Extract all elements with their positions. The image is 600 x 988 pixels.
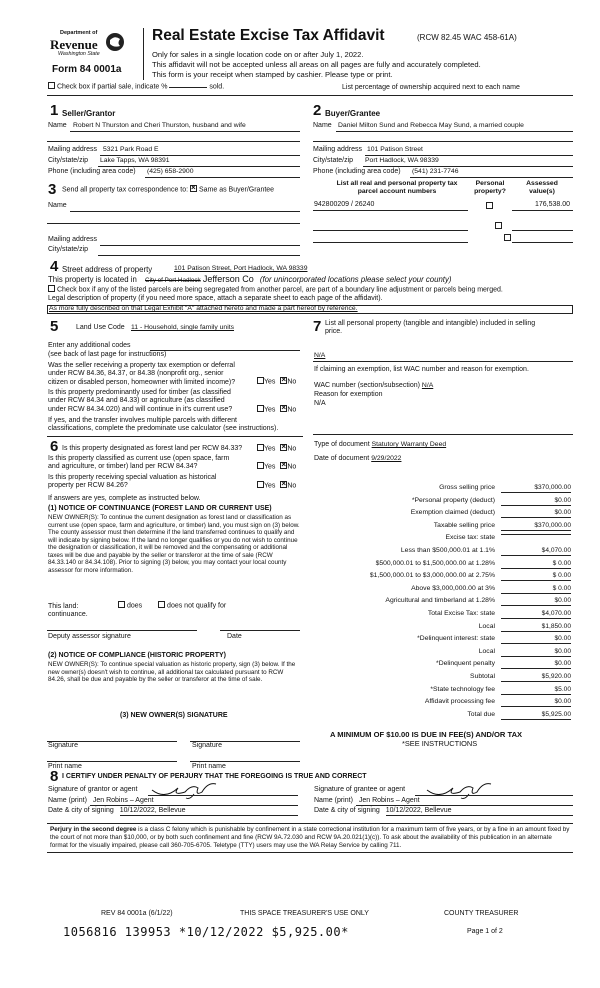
fee-label: *Delinquent interest: state — [417, 635, 495, 643]
s7-text: List all personal property (tangible and intangible) included in selling price. — [325, 320, 536, 336]
agency-line3: Washington State — [58, 51, 100, 57]
fee-row — [318, 497, 573, 509]
parcel-header — [327, 180, 467, 196]
s5-q1: Was the seller receiving a property tax exemption or deferral under RCW 84.36, 84.37, or 84.38 (nonprofit org., senior citizen or disabled person, homeowner with limited income)? — [48, 362, 236, 386]
s6-q3-yes-checkbox[interactable] — [257, 481, 264, 488]
fee-value[interactable]: $5.00 — [501, 686, 571, 695]
fee-row — [318, 522, 573, 534]
fee-label: Subtotal — [470, 673, 495, 680]
correspondence-row — [62, 186, 274, 195]
grantor-sig-label: Signature of grantor or agent — [48, 786, 138, 793]
s5-q2-answers: Yes × No — [257, 406, 296, 415]
same-as-buyer-checkbox[interactable] — [190, 185, 197, 192]
partial-sale-checkbox[interactable] — [48, 82, 55, 89]
fee-label: Exemption claimed (deduct) — [410, 509, 495, 517]
seller-city-label: City/state/zip — [48, 157, 89, 164]
fee-label: Excise tax: state — [445, 534, 495, 542]
buyer-city[interactable]: Port Hadlock, WA 98339 — [365, 157, 439, 164]
exemption-text: If claiming an exemption, list WAC number and reason for exemption. — [314, 366, 529, 373]
owner-sig-label-1: Signature — [48, 742, 78, 749]
legal-value[interactable]: As more fully described on that Legal Exhibit "A" attached hereto and made a part hereof by reference. — [49, 305, 358, 312]
doc-type-value[interactable]: Statutory Warranty Deed — [371, 441, 447, 448]
perjury-box — [47, 823, 573, 853]
county-treasurer: COUNTY TREASURER — [444, 910, 519, 917]
unincorporated-note: (for unincorporated locations please select your county) — [259, 275, 452, 284]
fee-row — [318, 635, 573, 647]
grantor-signature — [150, 778, 230, 800]
fee-label: Total due — [467, 710, 495, 718]
buyer-name-label: Name — [313, 122, 332, 129]
wa-state-icon — [104, 32, 126, 52]
notice-line2: This affidavit will not be accepted unless all areas on all pages are fully and accurately completed. — [152, 60, 481, 69]
form-rcw: (RCW 82.45 WAC 458-61A) — [417, 33, 517, 42]
land-use-label: Land Use Code — [76, 324, 125, 331]
fee-label: Affidavit processing fee — [424, 698, 495, 706]
parcel-assessed-value[interactable]: 176,538.00 — [534, 201, 570, 208]
fee-value[interactable]: $4,070.00 — [501, 547, 571, 556]
minimum-line2: *SEE INSTRUCTIONS — [402, 739, 478, 748]
rev-number: REV 84 0001a (6/1/22) — [101, 910, 173, 917]
partial-sale-label: Check box if partial sale, indicate % — [56, 83, 168, 91]
county-value[interactable]: Jefferson Co — [202, 274, 254, 284]
fee-value[interactable]: $370,000.00 — [501, 484, 571, 493]
section2-number: 2 — [313, 102, 322, 119]
fee-label: Total Excise Tax: state — [427, 610, 495, 617]
fee-row — [318, 560, 573, 572]
agency-line2: Revenue — [50, 37, 98, 52]
s5-q1-no-checkbox[interactable] — [280, 377, 287, 384]
page-number: Page 1 of 2 — [467, 928, 503, 935]
fee-row — [318, 547, 573, 559]
deputy-date-label: Date — [227, 633, 242, 640]
reason-value[interactable]: N/A — [314, 400, 326, 407]
doc-date-value[interactable]: 9/29/2022 — [371, 455, 402, 462]
seller-phone-label: Phone (including area code) — [48, 168, 136, 175]
grantee-date[interactable]: 10/12/2022, Bellevue — [385, 807, 452, 814]
fee-row — [318, 648, 573, 660]
reason-label: Reason for exemption — [314, 391, 383, 398]
segregated-label: Check box if any of the listed parcels are being segregated from another parcel, are part of a boundary line adjustment or parcels being merged. — [56, 286, 503, 294]
assessed-header: Assessed value(s) — [526, 180, 558, 196]
legal-label: Legal description of property (if you need more space, attach a separate sheet to each page of the affidavit). — [48, 295, 383, 302]
header-divider — [143, 28, 144, 80]
doc-date-row: Date of document 9/29/2022 — [314, 455, 402, 462]
section8-number: 8 — [50, 768, 59, 785]
seller-city[interactable]: Lake Tapps, WA 98391 — [100, 157, 170, 164]
s6-q2: Is this property classified as current use (open space, farm and agriculture, or timber) land per RCW 84.34? — [48, 455, 230, 471]
seller-name-label: Name — [48, 122, 67, 129]
street-label: Street address of property — [62, 265, 153, 274]
notice2-title: (2) NOTICE OF COMPLIANCE (HISTORIC PROPERTY) — [48, 652, 226, 659]
minimum-line1: A MINIMUM OF $10.00 IS DUE IN FEE(S) AND/OR TAX — [330, 730, 523, 739]
s5-q2: Is this property predominantly used for timber (as classified under RCW 84.34 and 84.33) or agriculture (as classified under RCW 84.34.020) and will continue in it's current use? — [48, 389, 233, 413]
fee-label: $500,000.01 to $1,500,000.00 at 1.28% — [375, 559, 495, 567]
seller-name[interactable]: Robert N Thurston and Cheri Thurston, husband and wife — [73, 122, 246, 129]
section6-number: 6 — [50, 438, 59, 455]
corr-mailing-label: Mailing address — [48, 236, 98, 243]
notice3-title: (3) NEW OWNER(S) SIGNATURE — [120, 712, 228, 719]
fee-value[interactable]: $4,070.00 — [501, 610, 571, 619]
fee-row — [318, 711, 573, 723]
fee-row — [318, 610, 573, 622]
land-does-checkbox[interactable] — [118, 601, 125, 608]
treasurer-stamp: 1056816 139953 *10/12/2022 $5,925.00* — [63, 925, 349, 939]
fee-value[interactable]: $1,850.00 — [501, 623, 571, 632]
doc-type-row: Type of document Statutory Warranty Deed — [314, 441, 447, 448]
ownership-note: List percentage of ownership acquired next to each name — [342, 84, 520, 91]
corr-city-label: City/state/zip — [48, 246, 89, 253]
buyer-phone[interactable]: (541) 231-7746 — [412, 168, 459, 175]
s6-q3-no-checkbox[interactable] — [280, 481, 287, 488]
s6-q1-answers: Yes × No — [257, 445, 296, 454]
s5-q2-yes-checkbox[interactable] — [257, 405, 264, 412]
seller-mailing[interactable]: 5321 Park Road E — [103, 146, 159, 153]
form-title: Real Estate Excise Tax Affidavit — [152, 27, 385, 44]
seller-mailing-label: Mailing address — [48, 146, 98, 153]
s6-q2-no-checkbox[interactable] — [280, 462, 287, 469]
buyer-phone-label: Phone (including area code) — [313, 168, 401, 175]
s5-q1-answers: Yes × No — [257, 378, 296, 387]
seller-title: Seller/Grantor — [62, 109, 116, 118]
fee-value[interactable]: $ 0.00 — [501, 572, 571, 581]
grantee-signature — [425, 778, 505, 800]
owner-print-label-1: Print name — [48, 763, 82, 770]
fee-row — [318, 572, 573, 584]
grantee-name-row: Name (print) Jen Robins – Agent — [314, 797, 420, 804]
s5-q1-yes-checkbox[interactable] — [257, 377, 264, 384]
grantee-sig-label: Signature of grantee or agent — [314, 786, 406, 793]
notice1-title: (1) NOTICE OF CONTINUANCE (FOREST LAND OR CURRENT USE) — [48, 505, 272, 512]
continuance-label: continuance. — [48, 611, 88, 618]
fee-row — [318, 585, 573, 597]
buyer-mailing-label: Mailing address — [313, 146, 363, 153]
segregated-row — [48, 286, 503, 295]
notice1-body: NEW OWNER(S): To continue the current designation as forest land or classification as current use (open space, farm and agriculture, or timber) land, you must sign on (3) below. The county assessor must then determine if the land transferred continues to qualify and will indicate by signing below. If the land no longer qualifies or you do not wish to continue the designation or classification, it will be removed and the compensating or additional taxes will be due and payable by the seller or transferor at the time of sale (RCW 84.33.140 or 84.34.108). Prior to signing (3) below, you may contact your local county assessor for more information. — [48, 514, 300, 574]
fee-row — [318, 597, 573, 609]
perjury-text: is a class C felony which is punishable by confinement in a state correctional institution for a maximum term of five years, or by a fine in an amount fixed by the court of not more than $10,000, or by both such confinement and fine (RCW 9A.72.030 and RCW 9A.20.021(1)(c)). To ask about the availability of this publication in an alternate format for the visually impaired, please call 360-705-6705. Teletype (TTY) users may use the WA Relay Service by calling 711. — [50, 826, 570, 849]
s6-q1: Is this property designated as forest land per RCW 84.33? — [62, 445, 243, 452]
notice2-body: NEW OWNER(S): To continue special valuation as historic property, sign (3) below. If the new owner(s) doesn't wish to continue, all additional tax calculated pursuant to RCW 84.26, shall be due and payable by the seller or transferor at the time of sale. — [48, 661, 296, 684]
notice-line3: This form is your receipt when stamped by cashier. Please type or print. — [152, 70, 393, 79]
fee-row — [318, 484, 573, 496]
grantor-name[interactable]: Jen Robins – Agent — [92, 797, 154, 804]
segregated-checkbox[interactable] — [48, 285, 55, 292]
grantor-name-row: Name (print) Jen Robins – Agent — [48, 797, 154, 804]
form-number: Form 84 0001a — [52, 64, 122, 75]
s5-q3: If yes, and the transfer involves multiple parcels with different classifications, complete the predominate use calculator (see instructions). — [48, 417, 279, 433]
s6-q2-yes-checkbox[interactable] — [257, 462, 264, 469]
grantor-date[interactable]: 10/12/2022, Bellevue — [119, 807, 186, 814]
fee-label: $1,500,000.01 to $3,000,000.00 at 2.75% — [369, 572, 495, 580]
fee-value[interactable]: $5,920.00 — [501, 673, 571, 682]
city-struck: City of Port Hadlock — [145, 277, 201, 284]
wac-row: WAC number (section/subsection) N/A — [314, 382, 434, 389]
deputy-sig-label: Deputy assessor signature — [48, 633, 131, 640]
certify-text: I CERTIFY UNDER PENALTY OF PERJURY THAT THE FOREGOING IS TRUE AND CORRECT — [62, 773, 367, 780]
s6-answers-note: If answers are yes, complete as instructed below. — [48, 495, 201, 502]
fee-row — [318, 509, 573, 521]
s6-q2-answers: Yes × No — [257, 463, 296, 472]
fee-label: *Personal property (deduct) — [411, 496, 495, 504]
fee-row — [318, 686, 573, 698]
fee-value[interactable]: $0.00 — [501, 509, 571, 518]
buyer-name[interactable]: Daniel Milton Sund and Rebecca May Sund, a married couple — [338, 122, 524, 129]
fee-value[interactable]: $370,000.00 — [501, 522, 571, 531]
personal-property-checkbox-3[interactable] — [504, 234, 511, 241]
personal-header: Personal property? — [474, 180, 506, 196]
fee-value[interactable]: $0.00 — [501, 698, 571, 707]
section3-number: 3 — [48, 181, 57, 198]
fee-label: Above $3,000,000.00 at 3% — [411, 584, 495, 592]
partial-sale-row — [48, 83, 224, 92]
this-land-label: This land: — [48, 603, 79, 610]
buyer-title: Buyer/Grantee — [325, 109, 381, 118]
s5-q2-no-checkbox[interactable] — [280, 405, 287, 412]
fee-label: *State technology fee — [430, 685, 495, 693]
s6-q3: Is this property receiving special valuation as historical property per RCW 84.26? — [48, 474, 217, 490]
corr-name-label: Name — [48, 202, 67, 209]
buyer-mailing[interactable]: 101 Patison Street — [367, 146, 423, 153]
fee-value[interactable] — [501, 534, 571, 535]
personal-property-checkbox-1[interactable] — [486, 202, 493, 209]
fee-label: Local — [478, 647, 495, 655]
fee-row — [318, 660, 573, 672]
wac-value[interactable]: N/A — [421, 382, 434, 389]
section4-number: 4 — [50, 258, 59, 275]
fee-label: *Delinquent penalty — [436, 660, 495, 668]
fee-label: Local — [478, 622, 495, 630]
additional-codes-label: Enter any additional codes — [48, 342, 131, 349]
s6-q1-no-checkbox[interactable] — [280, 444, 287, 451]
fee-label: Agricultural and timberland at 1.28% — [385, 597, 495, 605]
same-as-buyer-label: Same as Buyer/Grantee — [198, 186, 275, 194]
parcel-header-line2: parcel account numbers — [357, 188, 437, 196]
grantor-date-row: Date & city of signing 10/12/2022, Bellevue — [48, 807, 186, 814]
treasurer-space: THIS SPACE TREASURER'S USE ONLY — [240, 910, 369, 917]
personal-property-checkbox-2[interactable] — [495, 222, 502, 229]
land-does-row: does does not qualify for — [118, 602, 226, 611]
fee-label: Less than $500,000.01 at 1.1% — [400, 547, 495, 554]
s6-q3-answers: Yes × No — [257, 482, 296, 491]
fee-value[interactable]: $0.00 — [501, 635, 571, 644]
fee-row — [318, 673, 573, 685]
correspondence-text: Send all property tax correspondence to: — [62, 186, 189, 194]
fee-row — [318, 534, 573, 546]
buyer-city-label: City/state/zip — [313, 157, 354, 164]
agency-line1: Department of — [60, 30, 98, 36]
section5-number: 5 — [50, 318, 59, 335]
parcel-account[interactable]: 942800209 / 26240 — [314, 201, 375, 208]
located-row — [48, 274, 451, 285]
owner-print-label-2: Print name — [192, 763, 226, 770]
partial-sale-sold: sold. — [209, 83, 225, 91]
fee-label: Taxable selling price — [433, 521, 495, 529]
fee-value[interactable]: $0.00 — [501, 497, 571, 506]
grantee-date-row: Date & city of signing 10/12/2022, Bellevue — [314, 807, 452, 814]
fee-value[interactable]: $0.00 — [501, 648, 571, 657]
fee-row — [318, 623, 573, 635]
fee-row — [318, 698, 573, 710]
fee-value[interactable]: $ 0.00 — [501, 585, 571, 594]
seller-phone[interactable]: (425) 658-2900 — [147, 168, 194, 175]
header-rule — [47, 95, 573, 96]
s6-q1-yes-checkbox[interactable] — [257, 444, 264, 451]
land-does-not-checkbox[interactable] — [158, 601, 165, 608]
additional-codes-hint: (see back of last page for instructions) — [48, 351, 167, 358]
owner-sig-label-2: Signature — [192, 742, 222, 749]
perjury-lead: Perjury in the second degree — [50, 826, 137, 833]
located-label: This property is located in — [48, 275, 137, 284]
section7-number: 7 — [313, 318, 322, 335]
fee-label: Gross selling price — [439, 484, 495, 491]
grantee-name[interactable]: Jen Robins – Agent — [358, 797, 420, 804]
fee-value[interactable]: $5,925.00 — [501, 711, 571, 720]
land-use-value[interactable]: 11 - Household, single family units — [131, 324, 235, 331]
parcel-header-line1: List all real and personal property tax — [336, 180, 458, 187]
notice-line1: Only for sales in a single location code on or after July 1, 2022. — [152, 50, 364, 59]
section1-number: 1 — [50, 102, 59, 119]
street-value[interactable]: 101 Patison Street, Port Hadlock, WA 98339 — [174, 265, 308, 272]
fee-value[interactable]: $ 0.00 — [501, 560, 571, 569]
fee-value[interactable]: $0.00 — [501, 597, 571, 606]
fee-value[interactable]: $0.00 — [501, 660, 571, 669]
s7-value[interactable]: N/A — [314, 352, 326, 359]
